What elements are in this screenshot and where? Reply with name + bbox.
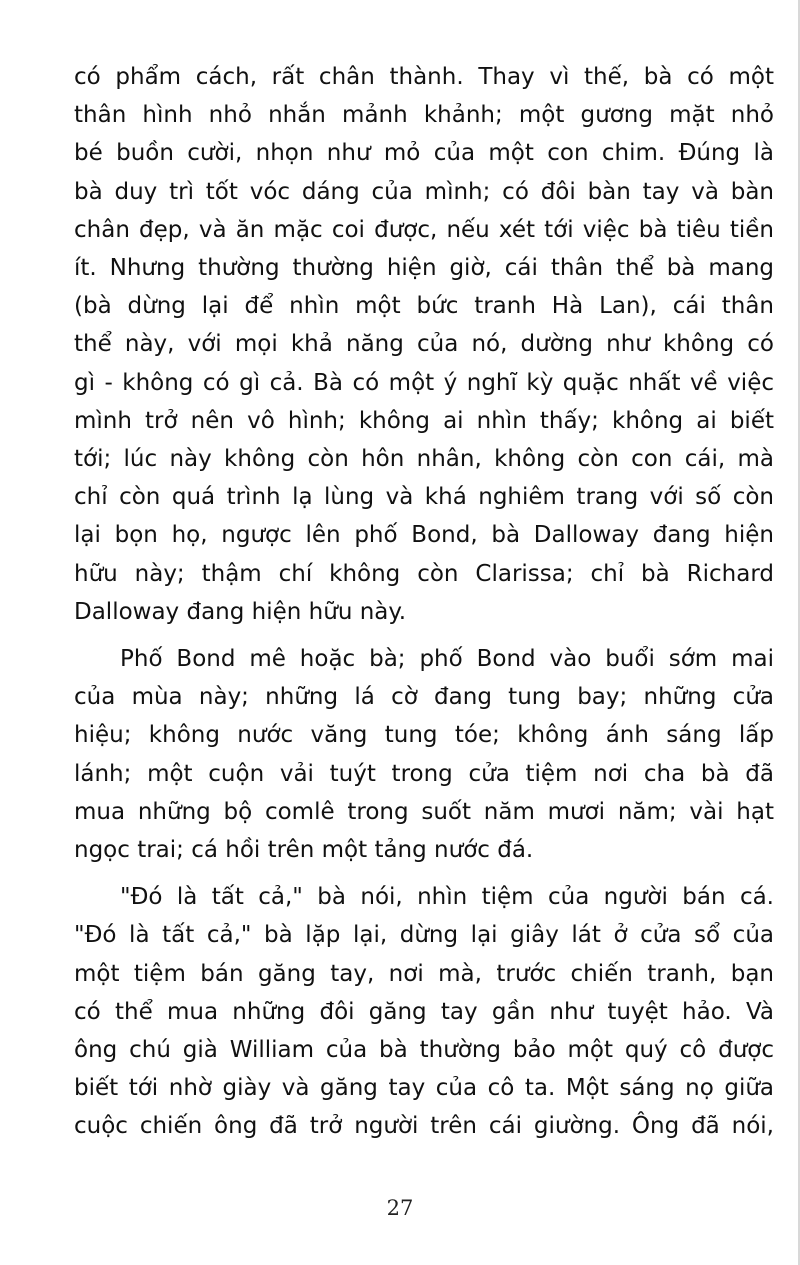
text-line: "Đó là tất cả," bà lặp lại, dừng lại giây lát ở cửa sổ của [74, 922, 774, 949]
text-line: mình trở nên vô hình; không ai nhìn thấy; không ai biết [74, 407, 774, 434]
text-line: thân hình nhỏ nhắn mảnh khảnh; một gương mặt nhỏ [74, 102, 774, 129]
paragraph-2 [74, 640, 774, 869]
text-line: một tiệm bán găng tay, nơi mà, trước chiến tranh, bạn [74, 960, 774, 987]
text-line: có thể mua những đôi găng tay gần như tuyệt hảo. Và [74, 998, 774, 1025]
text-line: của mùa này; những lá cờ đang tung bay; những cửa [74, 684, 774, 711]
text-line: (bà dừng lại để nhìn một bức tranh Hà Lan), cái thân [74, 293, 774, 320]
text-line: Phố Bond mê hoặc bà; phố Bond vào buổi sớm mai [120, 646, 774, 673]
text-line: ít. Nhưng thường thường hiện giờ, cái thân thể bà mang [74, 255, 774, 282]
text-line: ngọc trai; cá hồi trên một tảng nước đá. [74, 837, 534, 864]
text-line: ông chú già William của bà thường bảo một quý cô được [74, 1037, 774, 1064]
text-line: tới; lúc này không còn hôn nhân, không còn con cái, mà [74, 446, 774, 473]
text-line: chỉ còn quá trình lạ lùng và khá nghiêm trang với số còn [74, 484, 774, 511]
text-line: lại bọn họ, ngược lên phố Bond, bà Dalloway đang hiện [74, 522, 774, 549]
paragraph-gap [74, 631, 774, 640]
text-line: "Đó là tất cả," bà nói, nhìn tiệm của người bán cá. [120, 884, 774, 911]
body-text [74, 58, 774, 1146]
text-line: bà duy trì tốt vóc dáng của mình; có đôi bàn tay và bàn [74, 178, 774, 205]
text-line: lánh; một cuộn vải tuýt trong cửa tiệm nơi cha bà đã [74, 760, 774, 787]
text-line: biết tới nhờ giày và găng tay của cô ta. Một sáng nọ giữa [74, 1075, 774, 1102]
text-line: hữu này; thậm chí không còn Clarissa; chỉ bà Richard [74, 560, 774, 587]
text-line: Dalloway đang hiện hữu này. [74, 598, 407, 625]
text-line: hiệu; không nước văng tung tóe; không ánh sáng lấp [74, 722, 774, 749]
paragraph-3 [74, 878, 774, 1145]
text-line: gì - không có gì cả. Bà có một ý nghĩ kỳ quặc nhất về việc [74, 369, 774, 396]
text-line: cuộc chiến ông đã trở người trên cái giường. Ông đã nói, [74, 1113, 774, 1140]
text-line: mua những bộ comlê trong suốt năm mươi năm; vài hạt [74, 798, 774, 825]
page-number: 27 [386, 1196, 414, 1220]
paragraph-1 [74, 58, 774, 631]
text-line: chân đẹp, và ăn mặc coi được, nếu xét tới việc bà tiêu tiền [74, 216, 774, 243]
paragraph-gap [74, 869, 774, 878]
text-line: có phẩm cách, rất chân thành. Thay vì thế, bà có một [74, 64, 774, 90]
text-line: bé buồn cười, nhọn như mỏ của một con chim. Đúng là [74, 140, 774, 167]
text-line: thể này, với mọi khả năng của nó, dường như không có [74, 331, 774, 358]
